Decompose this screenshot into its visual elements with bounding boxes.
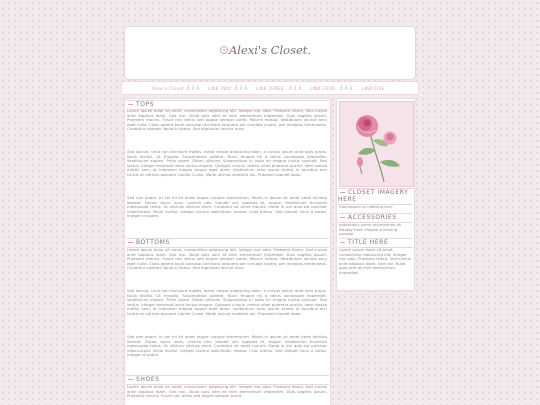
dash-bullet-icon [128, 242, 133, 243]
nav-link-four[interactable]: LINK FOUR [310, 85, 336, 91]
dash-bullet-icon [128, 104, 133, 105]
nav-separator: Å Å Å [340, 85, 353, 91]
site-header [125, 27, 415, 79]
dash-bullet-icon [340, 192, 345, 193]
nav-separator: Å Å Å [187, 85, 200, 91]
paragraph: Lorem ipsum dolor sit amet, consectetur adipiscing elit. Integer nec odio. Praesent libero. Sed cursus ante dapibus diam. Sed nisi. Nulla quis sem at nibh elementum imperdiet. Duis sagittis ipsum. Praesent mauris. Fusce nec tellus sed augue semper porta. Mauris massa. Vestibulum lacinia arcu eget nulla. Class aptent taciti sociosqu ad litora torquent per conubia nostra, per inceptos himenaeos. Curabitur sodales ligula in libero. Sed dignissim lacinia nunc. [127, 109, 327, 132]
sidebar-heading-title: TITLE HERE [338, 238, 413, 248]
paragraph: Sed non quam. In vel mi sit amet augue congue elementum. Morbi in ipsum sit amet pede facilisis laoreet. Donec lacus nunc, viverra nec, blandit vel, egestas et, augue. Vestibulum tincidunt malesuada tellus. Ut ultrices ultrices enim. Curabitur sit amet mauris. Morbi in dui quis est pulvinar ullamcorper. Nulla facilisi. Integer lacinia sollicitudin massa. Cras metus. Sed aliquet risus a tortor. Integer id quam. [127, 196, 327, 219]
dash-bullet-icon [340, 242, 345, 243]
dash-bullet-icon [128, 379, 133, 380]
sidebar-caption: mannequin or clothing rack [339, 205, 393, 209]
site-title-wrap[interactable] [229, 43, 311, 57]
sidebar [337, 99, 414, 290]
sidebar-accessories-text: potentially some accessories on display here. Maybe a leaving parasol. [339, 223, 402, 237]
section-heading-tops: TOPS [126, 100, 329, 110]
paragraph: Sed non quam. In vel mi sit amet augue congue elementum. Morbi in ipsum sit amet pede facilisis laoreet. Donec lacus nunc, viverra nec, blandit vel, egestas et, augue. Vestibulum tincidunt malesuada tellus. Ut ultrices ultrices enim. Curabitur sit amet mauris. Morbi in dui quis est pulvinar ullamcorper. Nulla facilisi. Integer lacinia sollicitudin massa. Cras metus. Sed aliquet risus a tortor. Integer id quam. [127, 335, 327, 358]
nav-separator: Å Å Å [289, 85, 302, 91]
paragraph: Lorem ipsum dolor sit amet, consectetur adipiscing elit. Integer nec odio. Praesent libero. Sed cursus ante dapibus diam. Sed nisi. Nulla quis sem at nibh elementum imperdiet. Duis sagittis ipsum. Praesent mauris. Fusce nec tellus sed augue semper porta. Mauris massa. Vestibulum lacinia arcu eget nulla. Class aptent taciti sociosqu ad litora torquent per conubia nostra, per inceptos himenaeos. Curabitur sodales ligula in libero. Sed dignissim lacinia nunc. [127, 248, 327, 271]
paragraph: Lorem ipsum dolor sit amet, consectetur adipiscing elit. Integer nec odio. Praesent libero. Sed cursus ante dapibus diam. Sed nisi. Nulla quis sem at nibh elementum imperdiet. Duis sagittis ipsum. Praesent mauris. Fusce nec tellus sed augue semper porta. [127, 385, 327, 399]
main-content [125, 99, 330, 405]
nav-separator: Å Å Å [235, 85, 248, 91]
nav-link-home[interactable]: Alexi's Closet [152, 85, 185, 91]
sidebar-body-text: Lorem ipsum dolor sit amet, consectetur adipiscing elit. Integer nec odio. Praesent libero. Sed cursus ante dapibus diam. Sed nisi. Nulla quis sem at nibh elementum imperdiet. [339, 248, 411, 275]
nav-link-two[interactable]: LINK TWO [208, 85, 232, 91]
section-heading-shoes: SHOES [126, 375, 329, 385]
sidebar-heading-accessories: ACCESSORIES [338, 213, 413, 223]
navigation-bar [122, 82, 418, 94]
paragraph: Sed lacinia, urna non tincidunt mattis, tortor neque adipiscing diam, a cursus ipsum ante quis turpis. Nulla facilisi. Ut fringilla. Suspendisse potenti. Nunc feugiat mi a tellus consequat imperdiet. Vestibulum sapien. Proin quam. Etiam ultrices. Suspendisse in justo eu magna luctus suscipit. Sed lectus. Integer euismod lacus luctus magna. Quisque cursus, metus vitae pharetra auctor, sem massa mattis sem, at interdum magna augue eget diam. Vestibulum ante ipsum primis in faucibus orci luctus et ultrices posuere cubilia Curae; Morbi lacinia molestie dui. Praesent blandit dolor. [127, 150, 327, 177]
paragraph: Sed lacinia, urna non tincidunt mattis, tortor neque adipiscing diam, a cursus ipsum ante quis turpis. Nulla facilisi. Ut fringilla. Suspendisse potenti. Nunc feugiat mi a tellus consequat imperdiet. Vestibulum sapien. Proin quam. Etiam ultrices. Suspendisse in justo eu magna luctus suscipit. Sed lectus. Integer euismod lacus luctus magna. Quisque cursus, metus vitae pharetra auctor, sem massa mattis sem, at interdum magna augue eget diam. Vestibulum ante ipsum primis in faucibus orci luctus et ultrices posuere cubilia Curae; Morbi lacinia molestie dui. Praesent blandit dolor. [127, 289, 327, 316]
nav-link-five[interactable]: LINK FIVE [362, 85, 385, 91]
flower-bullet-icon [220, 46, 228, 54]
rose-image [339, 101, 414, 187]
rose-illustration-icon [340, 102, 413, 186]
section-heading-bottoms: BOTTOMS [126, 238, 329, 248]
dash-bullet-icon [340, 217, 345, 218]
sidebar-heading-imagery: CLOSET IMAGERY HERE [338, 188, 413, 205]
nav-link-three[interactable]: LINK THREE [256, 85, 284, 91]
site-title[interactable]: Alexi's Closet. [229, 43, 312, 57]
